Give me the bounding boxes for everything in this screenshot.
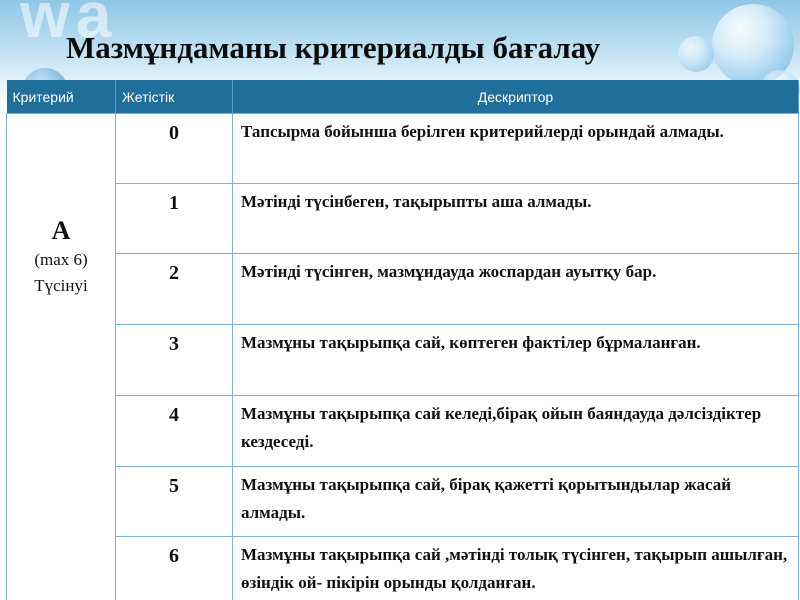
decorative-bubble-icon [678,36,714,72]
slide-title: Мазмұндаманы критериалды бағалау [66,30,601,65]
table-header-row [7,80,799,114]
criterion-name: Түсінуі [34,276,88,295]
table-row [7,396,799,467]
descriptor-cell: Мазмұны тақырыпқа сай, көптеген фактілер бұрмаланған. [233,325,799,396]
score-cell: 0 [116,114,233,184]
table-row [7,184,799,254]
criterion-cell [7,114,116,600]
table-row [7,254,799,325]
score-cell: 4 [116,396,233,467]
table-row [7,114,799,184]
descriptor-cell: Мәтінді түсінген, мазмұндауда жоспардан ауытқу бар. [233,254,799,325]
descriptor-cell: Мазмұны тақырыпқа сай ,мәтінді толық түсінген, тақырып ашылған, өзіндік ой- пікірін орынды қолданған. [233,537,799,600]
header-criterion: Критерий [7,80,116,114]
decorative-watermark: wa [20,0,118,51]
criteria-table [6,80,799,600]
header-descriptor: Дескриптор [233,80,799,114]
table-row [7,467,799,537]
score-cell: 6 [116,537,233,600]
score-cell: 5 [116,467,233,537]
score-cell: 1 [116,184,233,254]
descriptor-cell: Мәтінді түсінбеген, тақырыпты аша алмады. [233,184,799,254]
header-achievement: Жетістік [116,80,233,114]
table-row [7,325,799,396]
criterion-max: (max 6) [34,250,88,269]
descriptor-cell: Тапсырма бойынша берілген критерийлерді орындай алмады. [233,114,799,184]
score-cell: 3 [116,325,233,396]
criterion-letter: А [51,216,71,245]
score-cell: 2 [116,254,233,325]
table-row [7,537,799,600]
descriptor-cell: Мазмұны тақырыпқа сай келеді,бірақ ойын баяндауда дәлсіздіктер кездеседі. [233,396,799,467]
descriptor-cell: Мазмұны тақырыпқа сай, бірақ қажетті қорытындылар жасай алмады. [233,467,799,537]
